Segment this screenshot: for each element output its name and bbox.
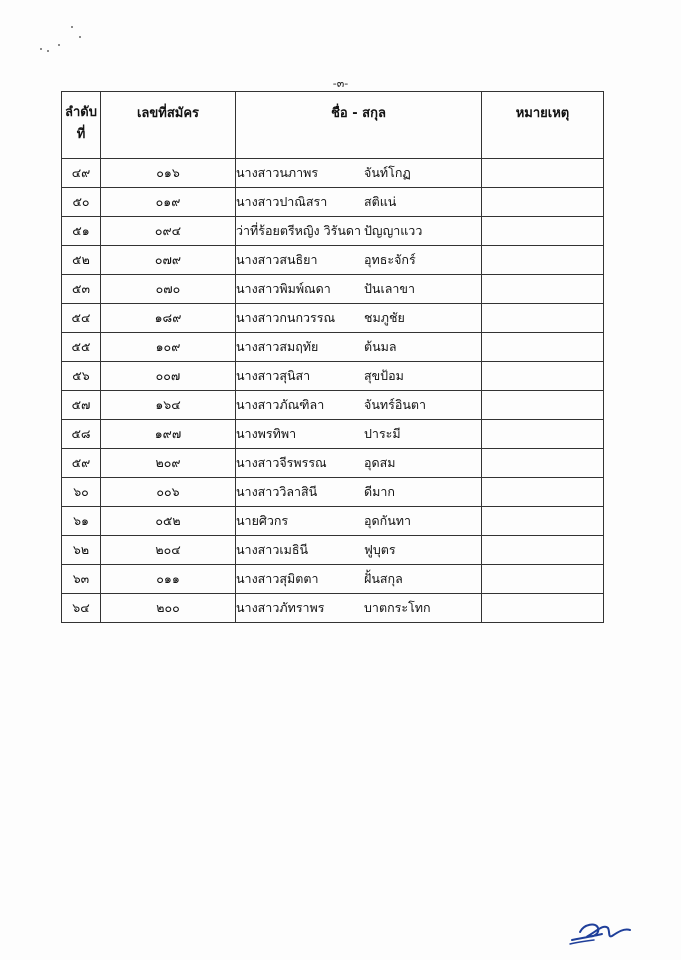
row-remark [482, 507, 604, 536]
scan-speck [40, 48, 42, 50]
row-last-name: ชมภูชัย [364, 310, 405, 325]
row-last-name: ดีมาก [364, 484, 395, 499]
row-full-name [236, 217, 482, 246]
row-sequence: ๕๕ [62, 333, 101, 362]
row-remark [482, 391, 604, 420]
row-first-name: นางสาวสมฤทัย [236, 339, 319, 354]
row-last-name: ปาระมี [364, 426, 401, 441]
row-remark [482, 217, 604, 246]
row-first-name: นางสาวสุมิตตา [236, 571, 319, 586]
table-row [62, 420, 604, 449]
row-applicant-no: ๐๗๐ [101, 275, 236, 304]
signature-mark [568, 918, 638, 948]
row-remark [482, 362, 604, 391]
header-full-name: ชื่อ - สกุล [236, 92, 482, 159]
table-row [62, 304, 604, 333]
row-applicant-no: ๑๘๙ [101, 304, 236, 333]
row-last-name: อุดกันทา [364, 513, 411, 528]
row-remark [482, 536, 604, 565]
row-applicant-no: ๒๐๙ [101, 449, 236, 478]
table-row [62, 565, 604, 594]
row-full-name [236, 304, 482, 333]
row-last-name: จันท์โกฏ [364, 165, 411, 180]
table-row [62, 449, 604, 478]
header-remark: หมายเหตุ [482, 92, 604, 159]
table-row [62, 391, 604, 420]
row-last-name: ฝั้นสกุล [364, 571, 403, 586]
row-last-name: บาตกระโทก [364, 600, 431, 615]
scan-speck [71, 26, 73, 28]
row-sequence: ๕๐ [62, 188, 101, 217]
table-row [62, 333, 604, 362]
row-applicant-no: ๒๐๔ [101, 536, 236, 565]
row-full-name [236, 420, 482, 449]
row-applicant-no: ๑๐๙ [101, 333, 236, 362]
row-sequence: ๕๖ [62, 362, 101, 391]
row-first-name: นางสาวกนกวรรณ [236, 310, 336, 325]
row-full-name [236, 188, 482, 217]
row-first-name: นางสาวภัณฑิลา [236, 397, 325, 412]
row-sequence: ๕๒ [62, 246, 101, 275]
row-last-name: จันทร์อินตา [364, 397, 427, 412]
header-applicant-no: เลขที่สมัคร [101, 92, 236, 159]
row-last-name: ต้นมล [364, 339, 397, 354]
row-applicant-no: ๐๑๖ [101, 159, 236, 188]
row-full-name [236, 333, 482, 362]
row-first-name: นางสาววิลาสินี [236, 484, 318, 499]
page-number: -๓- [332, 77, 349, 90]
row-last-name: ฟูบุตร [364, 542, 396, 557]
row-last-name: ปัญญาแวว [364, 223, 423, 238]
row-last-name: ปันเลาขา [364, 281, 415, 296]
row-first-name: นางสาวภัทราพร [236, 600, 325, 615]
row-sequence: ๕๓ [62, 275, 101, 304]
row-sequence: ๕๙ [62, 449, 101, 478]
row-sequence: ๖๔ [62, 594, 101, 623]
row-last-name: สุขป้อม [364, 368, 404, 383]
table-row [62, 507, 604, 536]
row-full-name [236, 449, 482, 478]
row-full-name [236, 565, 482, 594]
row-first-name: นางสาวนภาพร [236, 165, 319, 180]
row-full-name [236, 507, 482, 536]
row-remark [482, 478, 604, 507]
row-remark [482, 420, 604, 449]
row-first-name: ว่าที่ร้อยตรีหญิง วิรันดา [236, 223, 362, 238]
row-remark [482, 449, 604, 478]
row-first-name: นางสาวเมธินี [236, 542, 309, 557]
row-remark [482, 333, 604, 362]
table-header-row [62, 92, 604, 159]
row-sequence: ๖๑ [62, 507, 101, 536]
row-remark [482, 594, 604, 623]
table-row [62, 159, 604, 188]
row-remark [482, 246, 604, 275]
row-full-name [236, 594, 482, 623]
table-row [62, 362, 604, 391]
row-first-name: นายศิวกร [236, 513, 289, 528]
row-sequence: ๖๒ [62, 536, 101, 565]
row-sequence: ๕๘ [62, 420, 101, 449]
table-body [62, 159, 604, 623]
row-applicant-no: ๐๑๙ [101, 188, 236, 217]
row-sequence: ๖๐ [62, 478, 101, 507]
row-first-name: นางสาวจีรพรรณ [236, 455, 327, 470]
row-sequence: ๔๙ [62, 159, 101, 188]
row-first-name: นางสาวพิมพ์ณดา [236, 281, 331, 296]
row-applicant-no: ๒๐๐ [101, 594, 236, 623]
row-first-name: นางพรทิพา [236, 426, 297, 441]
row-applicant-no: ๐๐๗ [101, 362, 236, 391]
row-first-name: นางสาวสุนิสา [236, 368, 311, 383]
row-applicant-no: ๑๖๔ [101, 391, 236, 420]
table-row [62, 188, 604, 217]
row-full-name [236, 536, 482, 565]
row-sequence: ๕๗ [62, 391, 101, 420]
row-last-name: สติแน่ [364, 194, 397, 209]
row-full-name [236, 246, 482, 275]
row-remark [482, 304, 604, 333]
table-row [62, 217, 604, 246]
row-remark [482, 275, 604, 304]
row-sequence: ๕๔ [62, 304, 101, 333]
row-sequence: ๕๑ [62, 217, 101, 246]
row-first-name: นางสาวสนธิยา [236, 252, 318, 267]
table-row [62, 478, 604, 507]
row-applicant-no: ๐๗๙ [101, 246, 236, 275]
row-applicant-no: ๐๙๔ [101, 217, 236, 246]
row-sequence: ๖๓ [62, 565, 101, 594]
row-applicant-no: ๑๙๗ [101, 420, 236, 449]
row-last-name: อุดสม [364, 455, 396, 470]
row-applicant-no: ๐๐๖ [101, 478, 236, 507]
scan-speck [47, 50, 49, 52]
row-full-name [236, 478, 482, 507]
table-row [62, 246, 604, 275]
row-remark [482, 159, 604, 188]
table-row [62, 536, 604, 565]
row-applicant-no: ๐๑๑ [101, 565, 236, 594]
row-full-name [236, 362, 482, 391]
row-applicant-no: ๐๕๒ [101, 507, 236, 536]
row-full-name [236, 275, 482, 304]
table-row [62, 594, 604, 623]
row-remark [482, 188, 604, 217]
applicant-table [61, 91, 604, 623]
row-first-name: นางสาวปาณิสรา [236, 194, 328, 209]
row-last-name: อุทธะจักร์ [364, 252, 416, 267]
row-remark [482, 565, 604, 594]
scan-speck [58, 44, 60, 46]
row-full-name [236, 391, 482, 420]
table-row [62, 275, 604, 304]
scan-speck [79, 36, 81, 38]
header-sequence: ลำดับ ที่ [62, 92, 101, 159]
row-full-name [236, 159, 482, 188]
